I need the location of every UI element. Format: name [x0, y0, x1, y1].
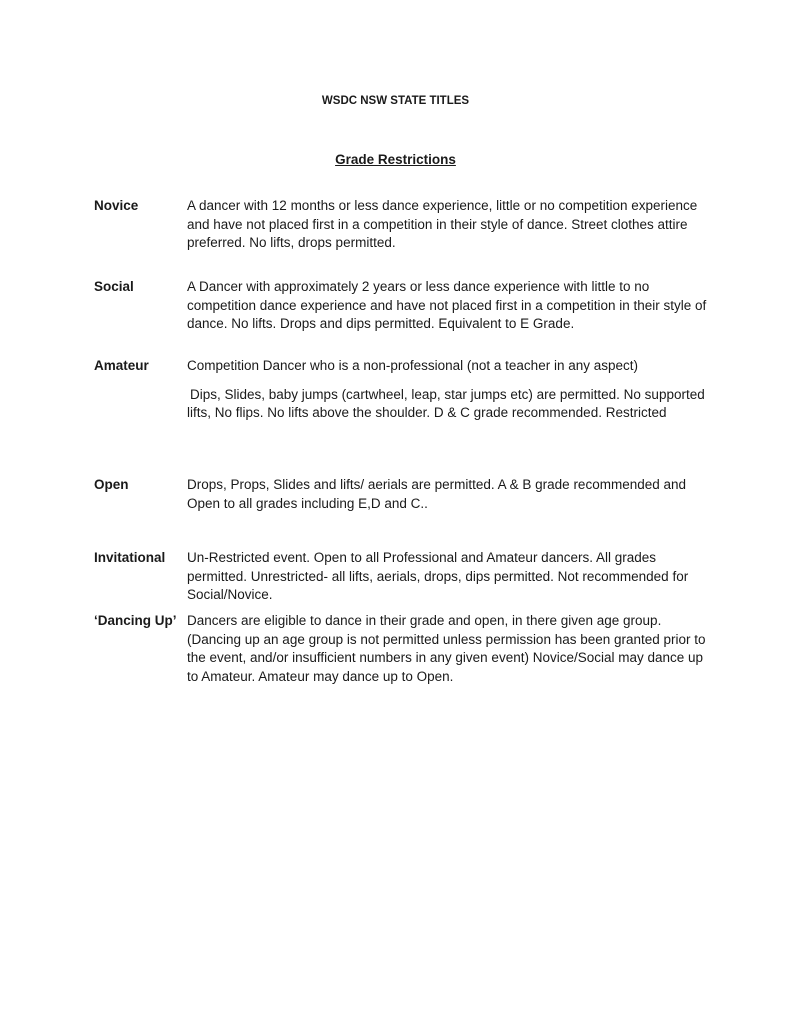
grade-label: ‘Dancing Up’ — [94, 613, 177, 628]
grade-paragraph: Un-Restricted event. Open to all Professional and Amateur dancers. All grades permitted. Unrestricted- all lifts, aerials, drops, dips permitted. Not recommended for Social/Novice. — [187, 550, 689, 602]
grade-label: Novice — [94, 198, 139, 213]
grade-paragraph: Dips, Slides, baby jumps (cartwheel, leap, star jumps etc) are permitted. No supported lifts, No flips. No lifts above the shoulder. D & C grade recommended. Restricted — [187, 386, 705, 420]
grade-description — [187, 197, 707, 253]
grade-label: Social — [94, 279, 134, 294]
grade-description — [187, 612, 707, 686]
grade-paragraph: A Dancer with approximately 2 years or less dance experience with little to no competition dance experience and have not placed first in a competition in their style of dance. No lifts. Drops and dips permitted. Equivalent to E Grade. — [187, 279, 707, 331]
grade-restrictions-heading: Grade Restrictions — [335, 152, 456, 167]
grade-description — [187, 549, 707, 605]
grade-label: Invitational — [94, 550, 166, 565]
grade-paragraph: Dancers are eligible to dance in their grade and open, in there given age group. (Dancing up an age group is not permitted unless permission has been granted prior to the event, and/or insufficient numbers in any given event) Novice/Social may dance up to Amateur. Amateur may dance up to Open. — [187, 613, 706, 684]
grade-description — [187, 476, 707, 513]
document-title: WSDC NSW STATE TITLES — [321, 95, 470, 107]
grade-description — [187, 357, 707, 423]
grade-description — [187, 278, 707, 334]
grade-paragraph: A dancer with 12 months or less dance experience, little or no competition experience and have not placed first in a competition in their style of dance. Street clothes attire preferred. No lifts, drops permitted. — [187, 198, 698, 250]
grade-paragraph: Competition Dancer who is a non-professional (not a teacher in any aspect) — [187, 358, 638, 373]
grade-label: Open — [94, 477, 129, 492]
grade-paragraph: Drops, Props, Slides and lifts/ aerials are permitted. A & B grade recommended and Open to all grades including E,D and C.. — [187, 477, 687, 511]
grade-label: Amateur — [94, 358, 149, 373]
